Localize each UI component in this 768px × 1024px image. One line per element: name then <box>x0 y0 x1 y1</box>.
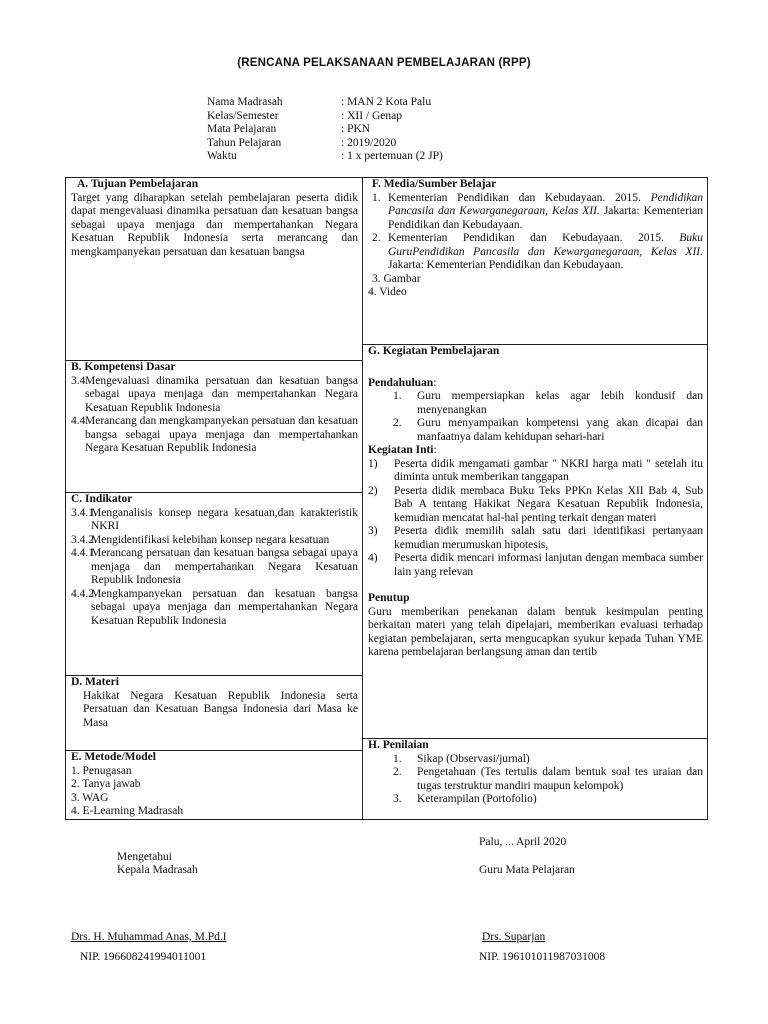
list-item <box>368 458 703 485</box>
penutup-label <box>368 592 703 606</box>
item-number: 2) <box>368 484 378 497</box>
item-text: Mengevaluasi dinamika persatuan dan kesatuan bangsa sebagai upaya menjaga dan mempertahankan Negara Kesatuan Republik Indonesia <box>85 374 358 414</box>
item-text: Peserta didik memilih salah satu dari identifikasi pertanyaan kemudian merumuskan hipotesis, <box>394 525 703 551</box>
list-item <box>71 588 358 629</box>
identity-value: : 2019/2020 <box>341 136 397 149</box>
section-heading: E. Metode/Model <box>71 751 156 763</box>
subheading: Kegiatan Inti <box>368 444 434 456</box>
item-text: Merancang persatuan dan kesatuan bangsa sebagai upaya menjaga dan mempertahankan Negara Kesatuan Republik Indonesia <box>91 547 358 586</box>
reference-text: Kementerian Pendidikan dan Kebudayaan. 2015. <box>388 191 651 204</box>
item-text: Guru mempersiapkan kelas agar lebih kondusif dan menyenangkan <box>417 390 703 416</box>
subheading: Pendahuluan <box>368 376 434 389</box>
reference-publisher: Jakarta: Kementerian Pendidikan dan Kebudayaan. <box>388 205 703 231</box>
section-d-materi <box>65 675 363 751</box>
section-e-metode <box>65 750 363 820</box>
kepala-madrasah-label: Kepala Madrasah <box>117 864 198 876</box>
subheading: Penutup <box>368 592 410 604</box>
list-item <box>368 192 703 233</box>
list-item <box>71 375 358 416</box>
item-number: 2. <box>393 417 402 429</box>
item-number: 4.4.2 <box>71 587 94 600</box>
section-heading: F. Media/Sumber Belajar <box>372 178 497 190</box>
item-text: Menganalisis konsep negara kesatuan,dan karakteristik NKRI <box>91 506 358 532</box>
identity-label: Nama Madrasah <box>207 96 283 108</box>
section-b-kompetensi <box>65 360 363 493</box>
identity-value: : MAN 2 Kota Palu <box>341 96 432 108</box>
identity-label: Tahun Pelajaran <box>207 136 282 149</box>
section-heading: D. Materi <box>71 676 119 688</box>
section-g-kegiatan <box>362 344 708 739</box>
section-h-penilaian <box>362 738 708 820</box>
item-number: 3) <box>368 525 378 537</box>
kepala-name: Drs. H. Muhammad Anas, M.Pd.I <box>71 931 227 943</box>
item-text: Merancang dan mengkampanyekan persatuan dan kesatuan bangsa sebagai upaya menjaga dan mempertahankan Negara Kesatuan Republik Indonesia <box>85 415 359 454</box>
mengetahui-label: Mengetahui <box>117 851 172 863</box>
list-item <box>368 793 703 807</box>
section-text: Hakikat Negara Kesatuan Republik Indonesia serta Persatuan dan Kesatuan Bangsa Indonesia dari Masa ke Masa <box>83 689 358 729</box>
item-number: 3.4.1. <box>71 506 97 519</box>
section-heading: B. Kompetensi Dasar <box>71 361 176 373</box>
item-number: 1) <box>368 457 378 470</box>
item-text <box>388 232 703 273</box>
list-item <box>368 753 703 767</box>
item-text <box>388 192 703 233</box>
identity-row <box>207 137 507 151</box>
list-item: 1. Penugasan <box>71 764 132 777</box>
identity-row <box>207 96 507 110</box>
section-heading: C. Indikator <box>71 493 133 505</box>
item-text: Guru menyampaikan kompetensi yang akan dicapai dan manfaatnya dalam kehidupan sehari-hari <box>417 417 703 443</box>
list-item: 4. E-Learning Madrasah <box>71 805 184 817</box>
list-item <box>71 415 358 456</box>
item-number: 4.4 <box>71 415 86 427</box>
list-item <box>368 525 703 552</box>
list-item: 3. WAG <box>71 791 109 804</box>
item-number: 3. <box>393 793 402 805</box>
reference-title: Pendidikan Pancasila dan Kewarganegaraan, Kelas XII. <box>388 191 703 217</box>
list-item <box>368 766 703 793</box>
section-heading: G. Kegiatan Pembelajaran <box>368 345 500 357</box>
item-text: Pengetahuan (Tes tertulis dalam bentuk soal tes uraian dan tugas terstruktur mandiri maupun kelompok) <box>417 766 703 792</box>
section-f-media <box>362 177 708 345</box>
item-text: Peserta didik mencari informasi lanjutan dengan membaca sumber lain yang relevan <box>394 552 703 578</box>
guru-nip: NIP. 196101011987031008 <box>479 951 606 963</box>
item-number: 1. <box>372 191 381 204</box>
reference-publisher: Jakarta: Kementerian Pendidikan dan Kebudayaan. <box>388 259 624 271</box>
section-heading: H. Penilaian <box>368 739 429 751</box>
document-title: (RENCANA PELAKSANAAN PEMBELAJARAN (RPP) <box>237 57 531 69</box>
identity-label: Waktu <box>207 150 237 162</box>
inti-label <box>368 444 703 458</box>
list-item <box>368 485 703 526</box>
list-item: 3. Gambar <box>372 272 421 285</box>
item-text: Keterampilan (Portofolio) <box>417 793 537 805</box>
penutup-text: Guru memberikan penekanan dalam bentuk kesimpulan penting berkaitan materi yang telah dipelajari, memberikan evaluasi terhadap kegiatan pembelajaran, serta mengucapkan syukur kepada Tuhan YME karena pembelajaran berlangsung aman dan tertib <box>368 605 703 658</box>
identity-row <box>207 123 507 137</box>
item-number: 2. <box>393 766 402 778</box>
reference-title: Buku GuruPendidikan Pancasila dan Kewarganegaraan, Kelas XII. <box>388 232 703 258</box>
item-text: Mengidentifikasi kelebihan konsep negara kesatuan <box>91 533 330 546</box>
identity-value: : PKN <box>341 123 371 135</box>
item-text: Peserta didik mengamati gambar " NKRI harga mati " setelah itu diminta untuk memberikan tanggapan <box>394 457 703 483</box>
identity-row <box>207 110 507 124</box>
reference-text: Kementerian Pendidikan dan Kebudayaan. 2015. <box>388 232 680 244</box>
item-number: 3.4 <box>71 374 86 387</box>
list-item <box>368 417 703 444</box>
list-item <box>71 507 358 534</box>
identity-label: Mata Pelajaran <box>207 123 277 135</box>
section-a-tujuan <box>65 177 363 361</box>
identity-label: Kelas/Semester <box>207 109 279 122</box>
guru-name: Drs. Suparjan <box>482 931 546 943</box>
list-item <box>368 390 703 417</box>
place-date: Palu, ... April 2020 <box>479 836 567 848</box>
subheading-colon: : <box>433 444 437 456</box>
identity-value: : 1 x pertemuan (2 JP) <box>341 150 443 162</box>
list-item <box>71 547 358 588</box>
item-number: 1. <box>393 752 402 765</box>
item-number: 3.4.2. <box>71 533 97 546</box>
guru-label: Guru Mata Pelajaran <box>479 864 575 876</box>
list-item: 4. Video <box>368 286 407 298</box>
list-item <box>368 552 703 579</box>
item-number: 1. <box>393 390 402 402</box>
section-text: Target yang diharapkan setelah pembelajaran peserta didik dapat mengevaluasi dinamika persatuan dan kesatuan bangsa sebagai upaya menjaga dan mempertahankan Negara Kesatuan Republik Indonesia serta merancang dan mengkampanyekan persatuan dan kesatuan bangsa <box>71 191 358 258</box>
kepala-nip: NIP. 196608241994011001 <box>80 951 207 963</box>
list-item <box>71 534 358 548</box>
item-number: 2. <box>372 232 381 244</box>
item-text: Sikap (Observasi/jurnal) <box>417 752 530 765</box>
list-item: 2. Tanya jawab <box>71 778 141 790</box>
item-text: Mengkampanyekan persatuan dan kesatuan bangsa sebagai upaya menjaga dan mempertahankan Negara Kesatuan Republik Indonesia <box>91 587 358 627</box>
item-text: Peserta didik membaca Buku Teks PPKn Kelas XII Bab 4, Sub Bab A tentang Hakikat Negara Kesatuan Republik Indonesia, kemudian mencatat hal-hal penting terkait dengan materi <box>394 484 703 524</box>
identity-value: : XII / Genap <box>341 109 402 122</box>
section-heading: A. Tujuan Pembelajaran <box>77 178 199 190</box>
subheading-colon: : <box>433 376 437 389</box>
item-number: 4.4.1 <box>71 547 94 559</box>
item-number: 4) <box>368 552 378 564</box>
list-item <box>368 232 703 273</box>
identity-row <box>207 150 507 164</box>
pendahuluan-label <box>368 377 703 391</box>
section-c-indikator <box>65 492 363 676</box>
